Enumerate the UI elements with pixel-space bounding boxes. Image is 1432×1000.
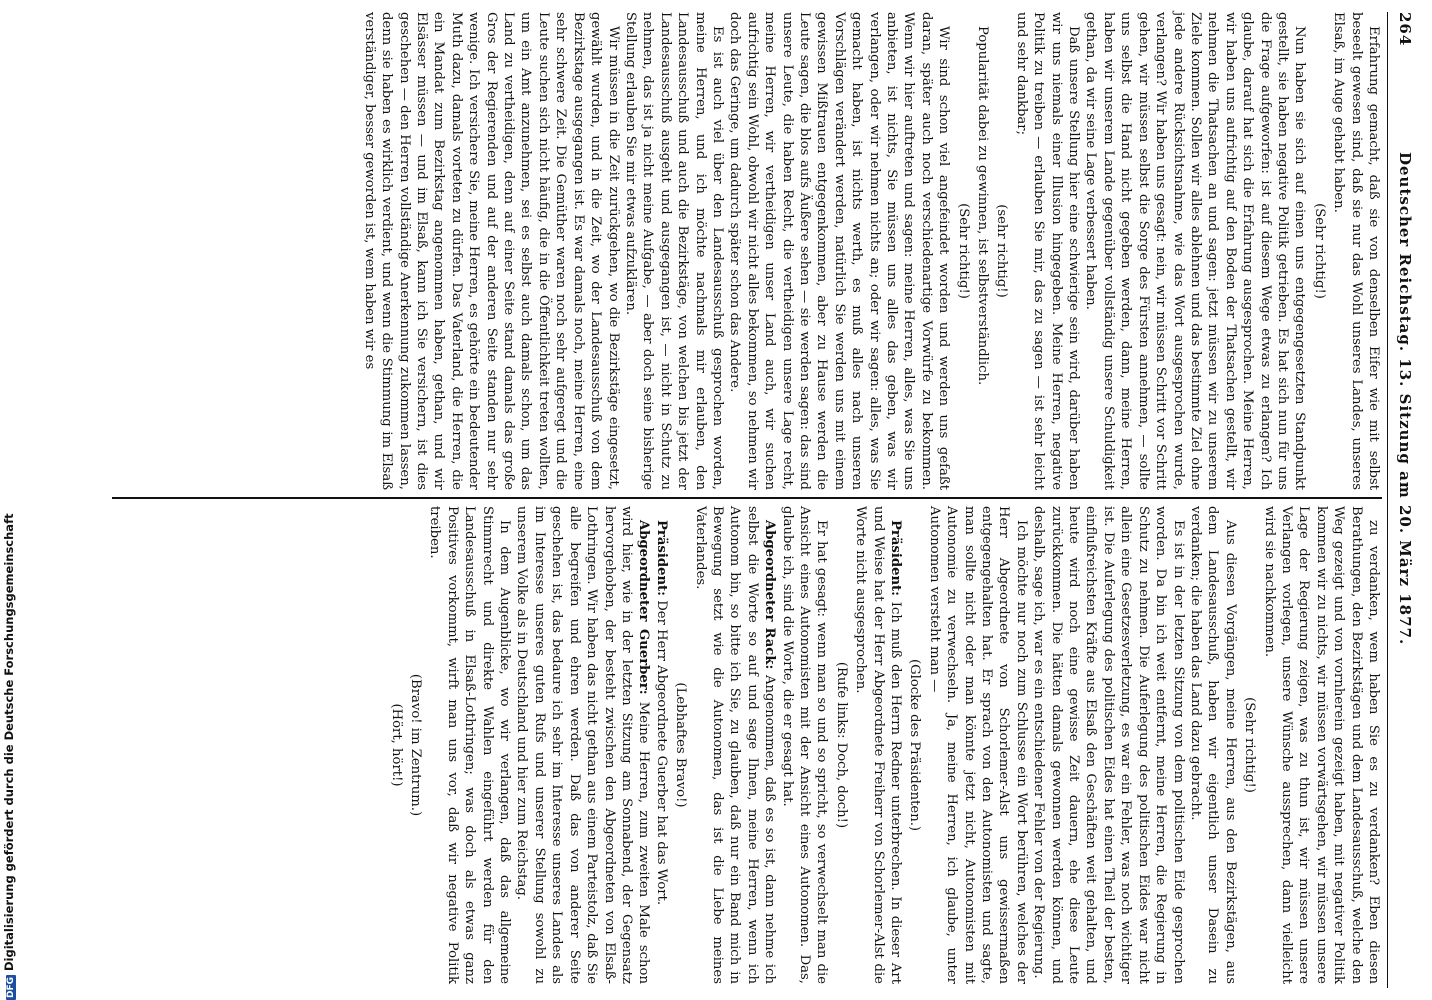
paragraph: Daß unsere Stellung hier eine schwierige sein wird, darüber haben wir uns niemals einer Illusion hingegeben. Meine Herren, negative Politik zu treiben — erlauben Sie mir, das zu sagen — ist sehr leicht und sehr dankbar; xyxy=(1013,12,1082,490)
speech-text: Angenommen, daß es so ist, dann nehme ich selbst die Worte so auf und sage Ihnen, meine Herren, wenn ich Autonom bin, so bitte ich Sie, zu glauben, daß nur ein Band mich in Bewegung setzt wie die Autonomen, das ist die Liebe meines Vaterlandes. xyxy=(692,506,778,984)
paragraph: Wir müssen in die Zeit zurückgehen, wo die Bezirkstäge eingesetzt, gewählt wurden, und in die Zeit, wo der Landesausschuß von dem Bezirkstage ausgegangen ist. Es war damals noch, meine Herren, eine sehr schwere Zeit. Die Gemüther waren noch sehr aufgeregt und die Leute suchen sich nicht häufig, die in die Öffentlichkeit treten wollten, um ein Amt anzunehmen, sei es selbst auch damals schon, um das Land zu vertheidigen, denn auf einer Seite stand damals das große Gros der Regierenden und auf der anderen Seite standen nur sehr wenige. Ich versichere Sie, meine Herren, es gehörte ein bedeutender Muth dazu, damals vorteten zu dürfen. Das Vaterland, die Herren, die ein Mandat zum Bezirkstag angenommen haben, gethan, und wir Elsässer müssen — und im Elsaß, kann ich Sie versichern, ist dies geschehen — den Herren vollständige Anerkennung zukommen lassen, denn sie haben es wirklich verdient, und wenn die Stimmung im Elsaß verständiger, besser geworden ist, wem haben wir es xyxy=(361,12,621,490)
interjection: (Rufe links: Doch, doch!) xyxy=(833,661,849,829)
speaker-name: Abgeordneter Rack: xyxy=(762,520,778,670)
paragraph: zu verdanken, wem haben Sie es zu verdanken? Eben diesen Berathungen, den Bezirkstägen und dem Landesausschuß, welche den Weg gezeigt und von vornherein gezeigt haben, mit negativer Politik kommen wir zu nichts, wir müssen vorwärtsgehen, wir müssen unsere Lage der Regierung zeigen, was zu thun ist, wir müssen unsere Verlangen vorlegen, unsere Wünsche aussprechen, dann vielleicht wird sie nachkommen. xyxy=(1261,506,1381,984)
interjection: (Lebhaftes Bravo!) xyxy=(673,682,689,808)
speaker-name: Präsident: xyxy=(888,520,904,597)
speech-paragraph xyxy=(652,506,669,984)
speech-paragraph xyxy=(513,506,652,984)
paragraph: In dem Augenblicke, wo wir verlangen, daß das allgemeine Stimmrecht und direkte Wahlen eingeführt werden für den Landesausschuß in Elsaß-Lothringen; was doch als etwas ganz Positives vorkommt, wirft man uns vor, daß wir negative Politik treiben. xyxy=(427,506,513,984)
paragraph: Er hat gesagt: wenn man so und so spricht, so verwechselt man die Ansicht eines Autonomisten mit der Ansicht eines Autonomen. Das, glaube ich, sind die Worte, die er gesagt hat. xyxy=(779,506,830,984)
speaker-name: Präsident: xyxy=(653,520,669,597)
speech-paragraph xyxy=(691,506,778,984)
interjection: (Sehr richtig!) xyxy=(1311,203,1327,299)
left-column xyxy=(360,12,1382,490)
interjection: (Bravo! im Zentrum.) xyxy=(408,673,424,817)
interjection: (sehr richtig!) xyxy=(994,204,1010,298)
page-number: 264 xyxy=(1396,12,1414,47)
header-rule xyxy=(1387,12,1388,988)
right-column xyxy=(385,506,1382,984)
dfg-logo: DFG xyxy=(6,976,16,998)
paragraph: Erfahrung gemacht, daß sie von denselben Eifer wie mit selbst beseelt gewesen sind, daß sie nur das Wohl unseres Landes, unseres Elsaß, im Auge gehabt haben. xyxy=(1331,12,1381,490)
speech-text: Meine Herren, zum zweiten Male schon wird hier, wie in der letzten Sitzung am Sonnabend, der Gegensatz hervorgehoben, der besteht zwischen den Abgeordneten von Elsaß-Lothringen. Wir haben das nicht gethan aus einem Parteistolz, daß Sie alle begreifen und ehren werden. Daß das von anderer Seite geschehen ist, das bedaure ich sehr im Interesse unseres Landes als im Interesse unseres guten Rufs und unserer Stellung sowohl zu unserem Volke als in Deutschland und hier zum Reichstag. xyxy=(514,506,652,984)
rotated-page-content xyxy=(116,12,1416,988)
paragraph: Aus diesen Vorgängen, meine Herren, aus den Bezirkstägen, aus dem Landesausschuß, haben wir eigentlich unser Dasein zu verdanken; die haben das Land dazu gebracht. xyxy=(1187,506,1238,984)
page-title: Deutscher Reichstag. 13. Sitzung am 20. März 1877. xyxy=(1396,152,1414,646)
digitization-credit xyxy=(2,10,16,1000)
paragraph: Nun haben sie sich auf einen uns entgegengesetzten Standpunkt gestellt, sie haben negative Politik getrieben. Es hat sich nun für uns die Frage aufgeworfen: ist auf diesem Wege etwas zu erlangen? Ich glaube, darauf hat sich die Erfahrung ausgesprochen. Meine Herren, wir haben uns aufrichtig auf den Boden der Thatsachen gestellt, wir nehmen die Thatsachen an und sagen: jetzt müssen wir zu unserem Ziele kommen. Sollen wir alles ablehnen und das bestimmte Ziel ohne jede andere Rücksichtsnahme, wie das Wort ausgesprochen wurde, verlangen? Wir haben uns gesagt: nein, wir müssen Schritt vor Schritt gehen, wir müssen selbst die Sorge des Fürsten annehmen, — sollte uns selbst die Hand nicht gegeben werden, dann, meine Herren, haben wir unserem Lande gegenüber vollständig unsere Schuldigkeit gethan, da wir seine Lage verbessert haben. xyxy=(1083,12,1308,490)
speech-paragraph xyxy=(852,506,904,984)
paragraph: Es ist in der letzten Sitzung von dem politischen Eide gesprochen worden. Da bin ich weit entfernt, meine Herren, die Regierung in Schutz zu nehmen. Die Auferlegung des politischen Eides war nicht allein eine Gesetzesverletzung, es war ein Fehler, was noch wichtiger ist. Die Auferlegung des politischen Eides hat einen Theil der besten, einflußreichsten Kräfte aus Elsaß den Geschäften weit gehalten, und heute wird noch eine gewisse Zeit dauern, ehe diese Leute zurückkommen. Die hätten damals gewonnen werden können, und deshalb, sage ich, war es ein entschiedener Fehler von der Regierung. xyxy=(1031,506,1186,984)
speech-text: Der Herr Abgeordnete Guerber hat das Wort. xyxy=(653,596,669,906)
page-header xyxy=(1392,12,1416,988)
paragraph: Es ist auch viel über den Landesausschuß gesprochen worden, meine Herren, und ich möchte nachmals mir erlauben, den Landesausschuß und auch die Bezirkstäge, von welchen bis jetzt der Landesausschuß ausgeht und ausgegangen ist, — nicht in Schutz zu nehmen, das ist ja nicht meine Aufgabe, — aber doch seine bisherige Stellung erlauben Sie mir etwas aufzuklären. xyxy=(622,12,725,490)
interjection: (Sehr richtig!) xyxy=(1242,697,1258,793)
paragraph: Popularität dabei zu gewinnen, ist selbstverständlich. xyxy=(975,26,991,386)
interjection: (Glocke des Präsidenten.) xyxy=(907,658,923,832)
column-divider xyxy=(112,497,1382,499)
interjection: (Hört, hört!) xyxy=(388,703,404,787)
interjection: (Sehr richtig!) xyxy=(955,203,971,299)
paragraph: Wir sind schon viel angefeindet worden und werden uns gefaßt daran, später auch noch verschiedenartige Vorwürfe zu bekommen. Wenn wir hier auftreten und sagen: meine Herren, alles, was Sie uns anbieten, ist nichts, Sie müssen uns alles das geben, was wir verlangen, oder wir nehmen nichts an; oder wir sagen: alles, was Sie gemacht haben, ist nichts werth, es muß alles nach unseren Vorschlägen verändert werden, natürlich Sie werden uns mit einem gewissen Mißtrauen entgegenkommen, aber zu Hause werden die Leute sagen, die blos aufs Äußere sehen — sie werden sagen: das sind unsere Leute, die haben Recht, die vertheidigen unsere Lage recht, meine Herren, wir vertheidigen unser Land auch, wir suchen aufrichtig sein Wohl, obwohl wir nicht alles bekommen, so nehmen wir doch das Geringe, um dadurch später schon das Andere. xyxy=(727,12,952,490)
speech-text: Ich muß den Herrn Redner unterbrechen. In dieser Art und Weise hat der Herr Abgeordnete Freiherr von Schorlemer-Alst die Worte nicht ausgesprochen. xyxy=(853,506,904,984)
credit-text: Digitalisierung gefördert durch die Deutsche Forschungsgemeinschaft xyxy=(2,513,16,971)
speaker-name: Abgeordneter Guerber: xyxy=(636,520,652,695)
paragraph: Ich möchte nur noch zum Schlusse ein Wort berühren, welches der Herr Abgeordnete von Schorlemer-Alst uns gewissermaßen entgegengehalten hat. Er sprach von den Autonomisten und sagte, man sollte nicht oder man könnte jetzt nicht, Autonomisten mit Autonomie zu verwechseln. Ja, meine Herren, ich glaube, unter Autonomen versteht man — xyxy=(926,506,1029,984)
